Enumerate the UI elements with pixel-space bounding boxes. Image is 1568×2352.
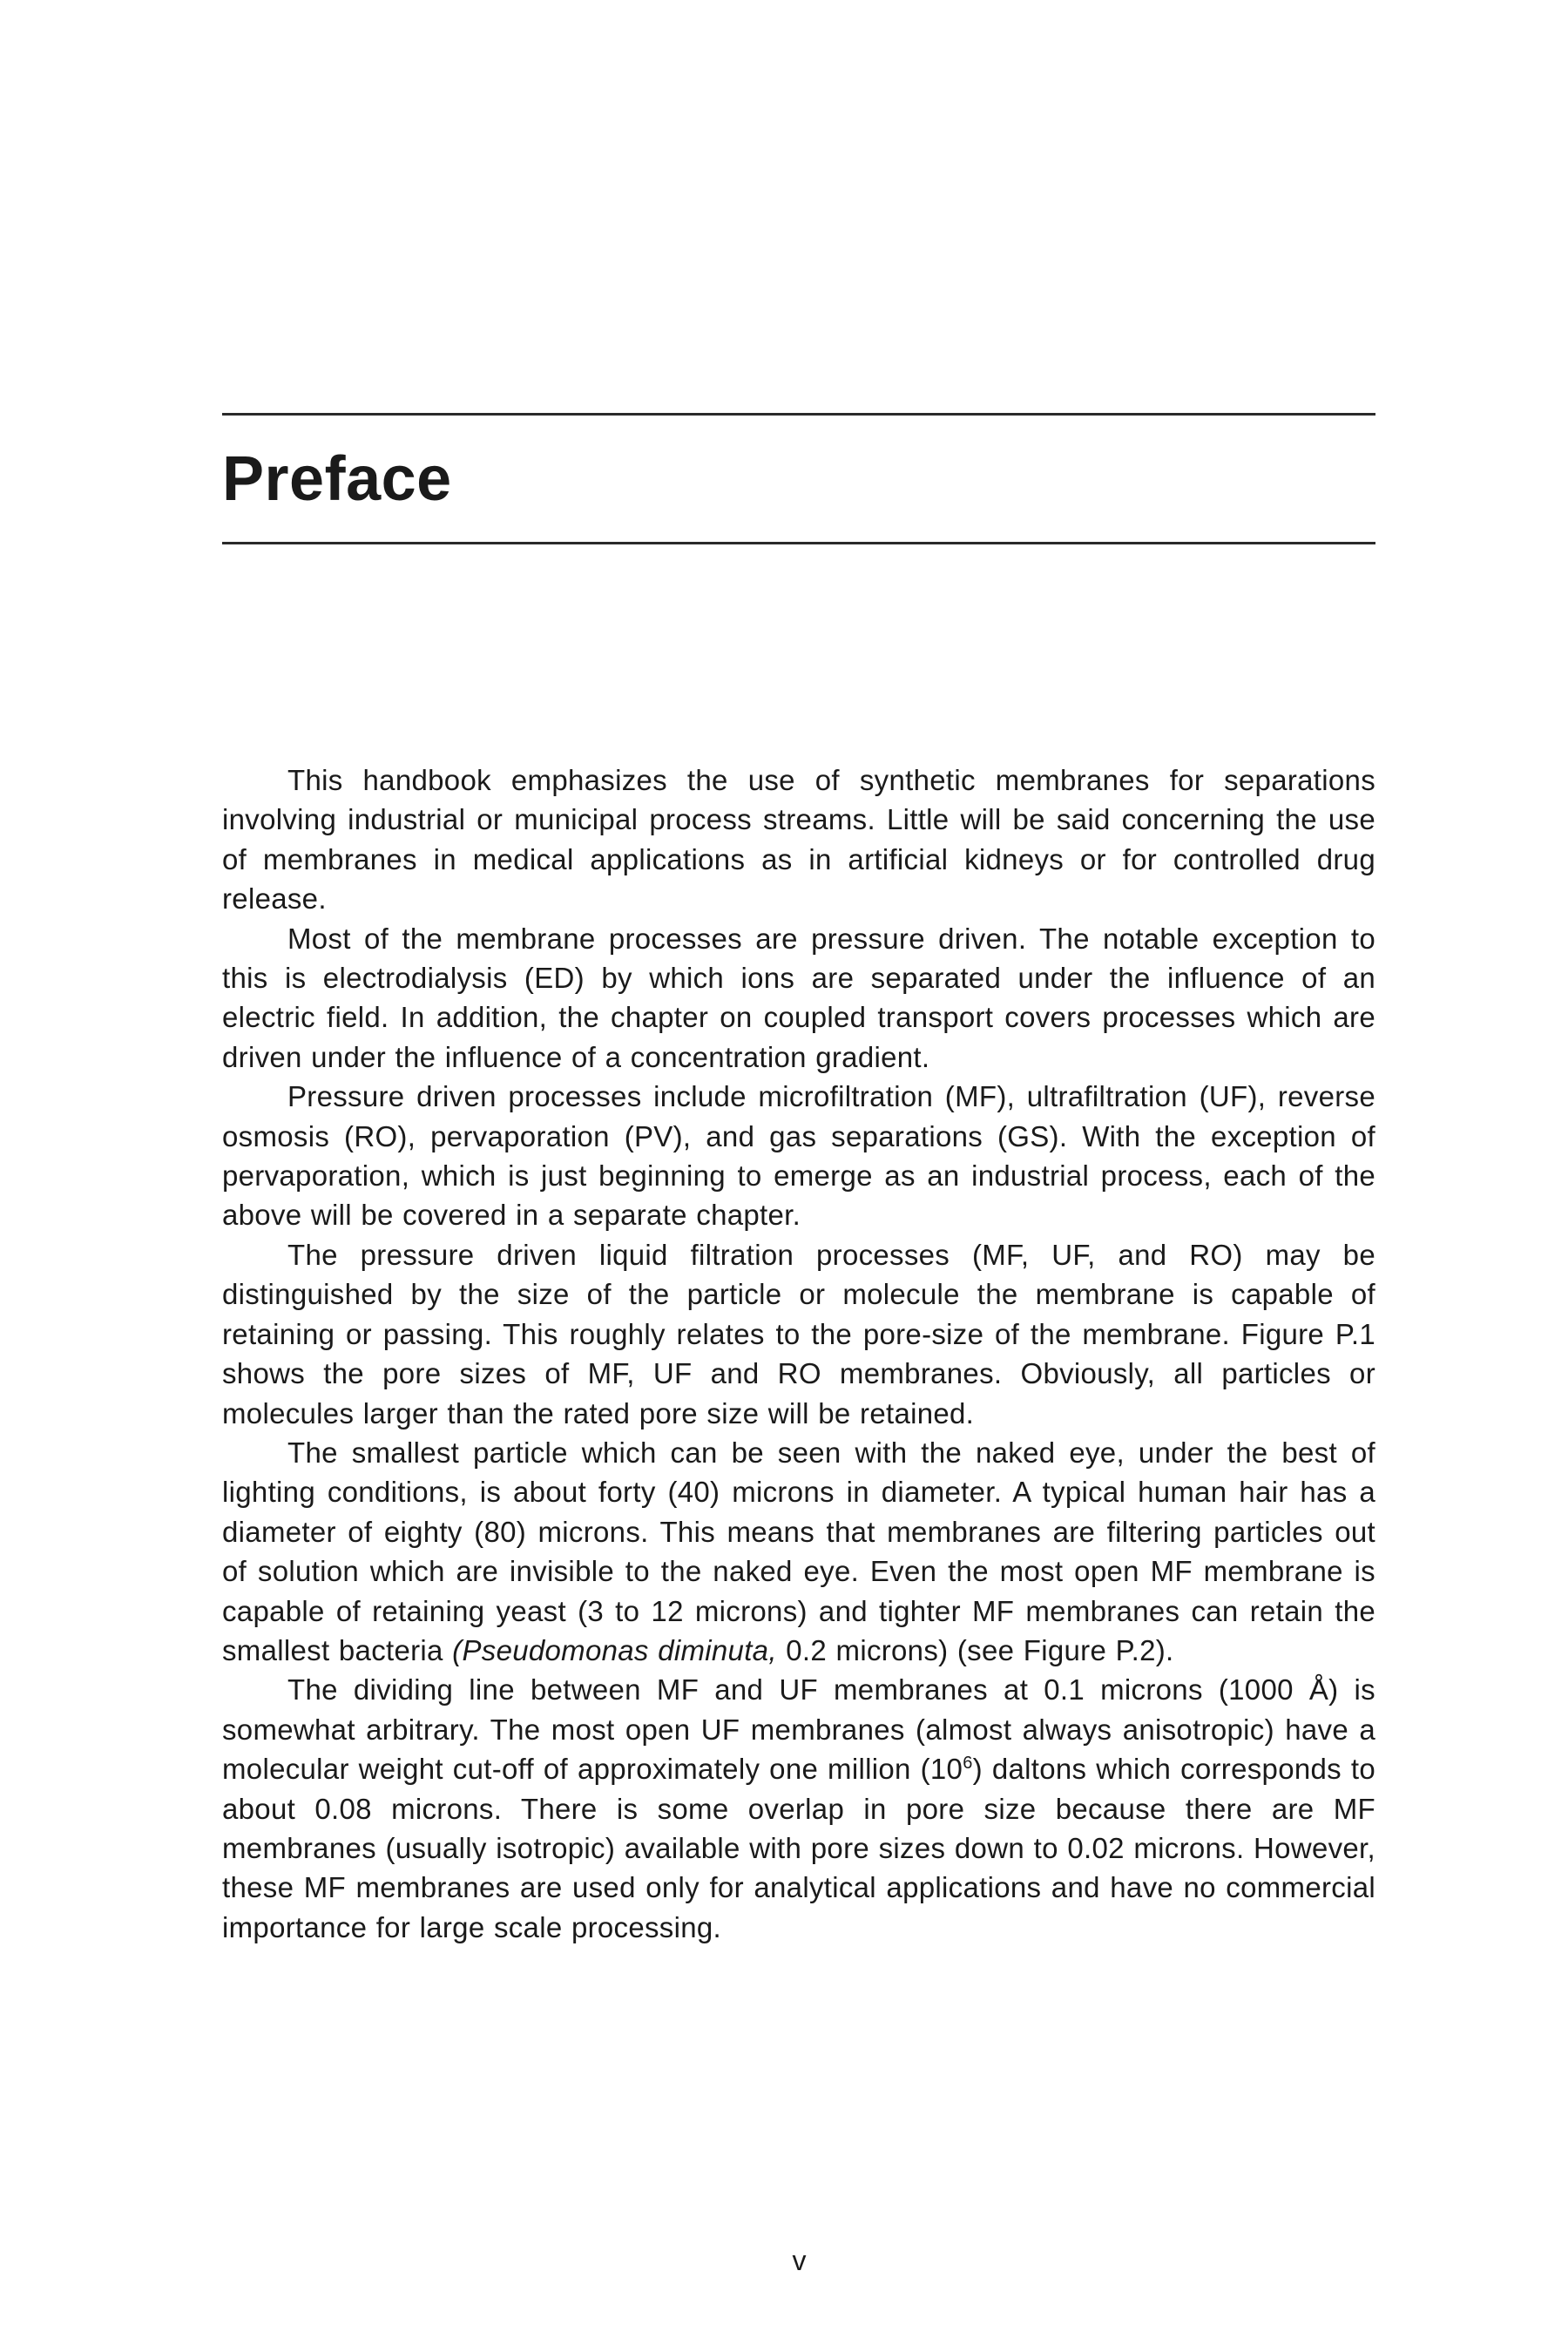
paragraph-filtration: The pressure driven liquid filtration processes (MF, UF, and RO) may be distinguished by the size of the particle or molecule the membrane is capable of retaining or passing. This roughly relates to the pore-size of the membrane. Figure P.1 shows the pore sizes of MF, UF and RO membranes. Obviously, all particles or molecules larger than the rated pore size will be retained. — [222, 1238, 1375, 1429]
exponent: 6 — [963, 1754, 973, 1774]
paragraph-dividing-line-tail: ) daltons which corresponds to about 0.08 microns. There is some overlap in pore size because there are MF membranes (usually isotropic) available with pore sizes down to 0.02 microns. However, these MF membranes are used only for analytical applications and have no commercial importance for large scale processing. — [222, 1753, 1375, 1943]
paragraph-dividing-line-text: The dividing line between MF and UF membranes at 0.1 microns (1000 Å) is somewhat arbitrary. The most open UF membranes (almost always anisotropic) have a molecular weight cut-off of approximately one million (10 — [222, 1673, 1375, 1786]
page-number: v — [792, 2245, 807, 2276]
paragraph-dividing-line — [222, 1670, 1375, 1947]
species-name: (Pseudomonas diminuta, — [452, 1633, 777, 1666]
paragraph-pressure-driven: Most of the membrane processes are pressure driven. The notable exception to this is electrodialysis (ED) by which ions are separated under the influence of an electric field. In addition, the chapter on coupled transport covers processes which are driven under the influence of a concentration gradient. — [222, 922, 1375, 1073]
paragraph-process-list: Pressure driven processes include microfiltration (MF), ultrafiltration (UF), reverse osmosis (RO), pervaporation (PV), and gas separations (GS). With the exception of pervaporation, which is just beginning to emerge as an industrial process, each of the above will be covered in a separate chapter. — [222, 1080, 1375, 1232]
page-title: Preface — [222, 444, 452, 514]
title-bottom-rule — [222, 542, 1375, 544]
preface-body — [222, 760, 1375, 1947]
title-top-rule — [222, 413, 1375, 416]
paragraph-scope: This handbook emphasizes the use of synthetic membranes for separations involving industrial or municipal process streams. Little will be said concerning the use of membranes in medical applications as in artificial kidneys or for controlled drug release. — [222, 764, 1375, 916]
paragraph-particle-size-text: The smallest particle which can be seen with the naked eye, under the best of lighting conditions, is about forty (40) microns in diameter. A typical human hair has a diameter of eighty (80) microns. This means that membranes are filtering particles out of solution which are invisible to the naked eye. Even the most open MF membrane is capable of retaining yeast (3 to 12 microns) and tighter MF membranes can retain the smallest bacteria — [222, 1436, 1375, 1666]
paragraph-particle-size-tail: 0.2 microns) (see Figure P.2). — [776, 1633, 1174, 1666]
paragraph-particle-size — [222, 1433, 1375, 1670]
